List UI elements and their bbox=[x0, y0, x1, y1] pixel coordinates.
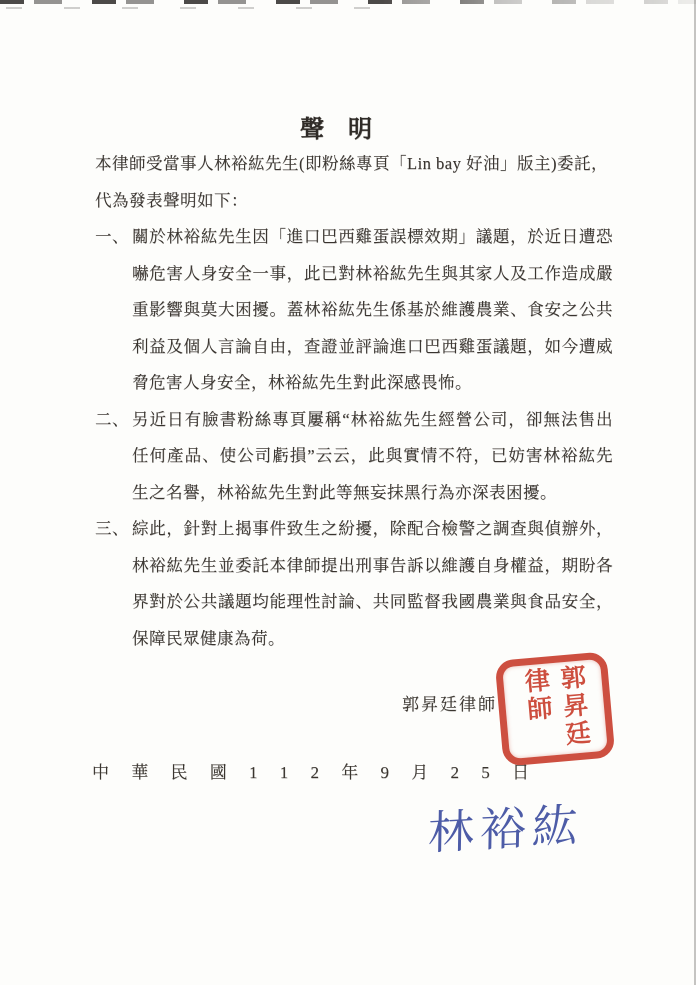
item-1-text: 關於林裕紘先生因「進口巴西雞蛋誤標效期」議題，於近日遭恐嚇危害人身安全一事，此已對林裕紘先生與其家人及工作造成嚴重影響與莫大困擾。蓋林裕紘先生係基於維護農業、食安之公共利益及個人言論自由，查證並評論進口巴西雞蛋議題，如今遭威脅危害人身安全，林裕紘先生對此深感畏怖。 bbox=[132, 227, 613, 392]
item-3-number: 三、 bbox=[95, 519, 129, 538]
scan-artifact-top-line bbox=[0, 0, 696, 4]
item-1-number: 一、 bbox=[95, 227, 129, 246]
item-2-text: 另近日有臉書粉絲專頁屢稱“林裕紘先生經營公司，卻無法售出任何產品、使公司虧損”云云，此與實情不符，已妨害林裕紘先生之名譽，林裕紘先生對此等無妄抹黑行為亦深表困擾。 bbox=[132, 409, 613, 502]
handwritten-signature: 林裕紘 bbox=[427, 799, 585, 860]
statement-item-1 bbox=[95, 219, 613, 402]
item-2-number: 二、 bbox=[95, 409, 129, 429]
intro-line-1: 本律師受當事人林裕紘先生(即粉絲專頁「Lin bay 好油」版主)委託， bbox=[95, 154, 608, 173]
document-title: 聲 明 bbox=[300, 117, 372, 143]
lawyer-seal-stamp bbox=[495, 651, 616, 766]
seal-text: 郭昇廷律師 bbox=[520, 663, 591, 750]
intro-line-2: 代為發表聲明如下： bbox=[95, 190, 248, 210]
date-line: 中 華 民 國 1 1 2 年 9 月 2 5 日 bbox=[92, 763, 529, 782]
item-3-text: 綜此，針對上揭事件致生之紛擾，除配合檢警之調查與偵辦外，林裕紘先生並委託本律師提出刑事告訴以維護自身權益，期盼各界對於公共議題均能理性討論、共同監督我國農業與食品安全，保障民眾健康為荷。 bbox=[132, 519, 613, 648]
lawyer-name: 郭昇廷律師 bbox=[402, 695, 497, 714]
statement-item-2 bbox=[95, 402, 613, 512]
scan-artifact-top-line-2 bbox=[6, 7, 410, 9]
statement-body bbox=[95, 146, 613, 657]
statement-item-3 bbox=[95, 511, 613, 657]
